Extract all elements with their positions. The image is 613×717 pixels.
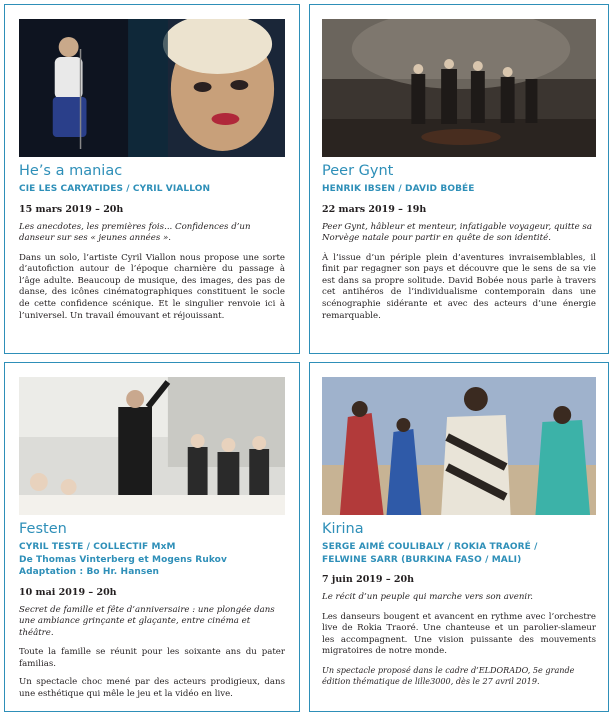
show-note: Un spectacle proposé dans le cadre d’ELDORADO, 5e grande édition thématique de lille3000, dès le 27 avril 2019. bbox=[322, 664, 575, 686]
show-photo-stage-ensemble bbox=[322, 19, 596, 157]
show-description: À l’issue d’un périple plein d’aventures invraisemblables, il finit par regagner son pays et découvre que le sens de sa vie est dans sa propre solitude. David Bobée nous parle à travers cet antihéros de l’individualisme contemporain dans une scénographie sidérante et avec des acteurs d’une énergie remarquable. bbox=[322, 252, 596, 321]
show-date: 15 mars 2019 – 20h bbox=[19, 203, 124, 215]
show-credit-line2: FELWINE SARR (BURKINA FASO / MALI) bbox=[322, 554, 522, 565]
show-description: Les danseurs bougent et avancent en rythme avec l’orchestre live de Rokia Traoré. Une chanteuse et un parolier-slameur les accompagnent. Une vision puissante des mouvements migratoires de notre monde. bbox=[322, 611, 596, 657]
show-lead: Le récit d’un peuple qui marche vers son avenir. bbox=[322, 592, 534, 602]
show-lead: Les anecdotes, les premières fois... Confidences d’un danseur sur ses « jeunes années ». bbox=[19, 221, 251, 244]
show-date: 10 mai 2019 – 20h bbox=[19, 586, 117, 598]
show-date: 22 mars 2019 – 19h bbox=[322, 203, 427, 215]
show-photo-blanket-figures bbox=[322, 377, 596, 515]
show-lead: Secret de famille et fête d’anniversaire : une plongée dans une ambiance grinçante et glaçante, entre cinéma et théâtre. bbox=[19, 604, 275, 638]
show-title: Kirina bbox=[322, 521, 364, 537]
show-date: 7 juin 2019 – 20h bbox=[322, 574, 415, 585]
show-credit-adaptation: Adaptation : Bo Hr. Hansen bbox=[19, 567, 160, 577]
show-title: Peer Gynt bbox=[322, 163, 394, 179]
show-credit: CYRIL TESTE / COLLECTIF MxM bbox=[19, 542, 176, 552]
show-lead: Peer Gynt, hâbleur et menteur, infatigable voyageur, quitte sa Norvège natale pour partir en quête de son identité. bbox=[322, 221, 592, 244]
show-description: Dans un solo, l’artiste Cyril Viallon nous propose une sorte d’autofiction autour de l’époque charnière du passage à l’âge adulte. Beaucoup de musique, des images, des pas de danse, des icônes cinématographiques constituent le socle de cette confidence scénique. Et le singulier renvoie ici à l’universel. Un travail émouvant et réjouissant. bbox=[19, 252, 285, 321]
show-card-peer-gynt bbox=[309, 4, 609, 354]
show-description: Un spectacle choc mené par des acteurs prodigieux, dans une esthétique qui mêle le jeu et la vidéo en live. bbox=[19, 677, 285, 700]
show-card-hes-a-maniac bbox=[4, 4, 300, 354]
show-credit: CIE LES CARYATIDES / CYRIL VIALLON bbox=[19, 184, 211, 194]
show-photo-solo-dancer bbox=[19, 19, 285, 157]
show-title: He’s a maniac bbox=[19, 163, 123, 179]
show-title: Festen bbox=[19, 521, 67, 537]
show-photo-dinner-scene bbox=[19, 377, 285, 515]
show-credit: SERGE AIMÉ COULIBALY / ROKIA TRAORÉ / bbox=[322, 542, 538, 552]
show-card-festen bbox=[4, 362, 300, 712]
show-card-kirina bbox=[309, 362, 609, 712]
show-credit-authors: De Thomas Vinterberg et Mogens Rukov bbox=[19, 554, 227, 565]
show-credit: HENRIK IBSEN / DAVID BOBÉE bbox=[322, 184, 475, 194]
show-description: Toute la famille se réunit pour les soixante ans du pater familias. bbox=[19, 647, 285, 669]
